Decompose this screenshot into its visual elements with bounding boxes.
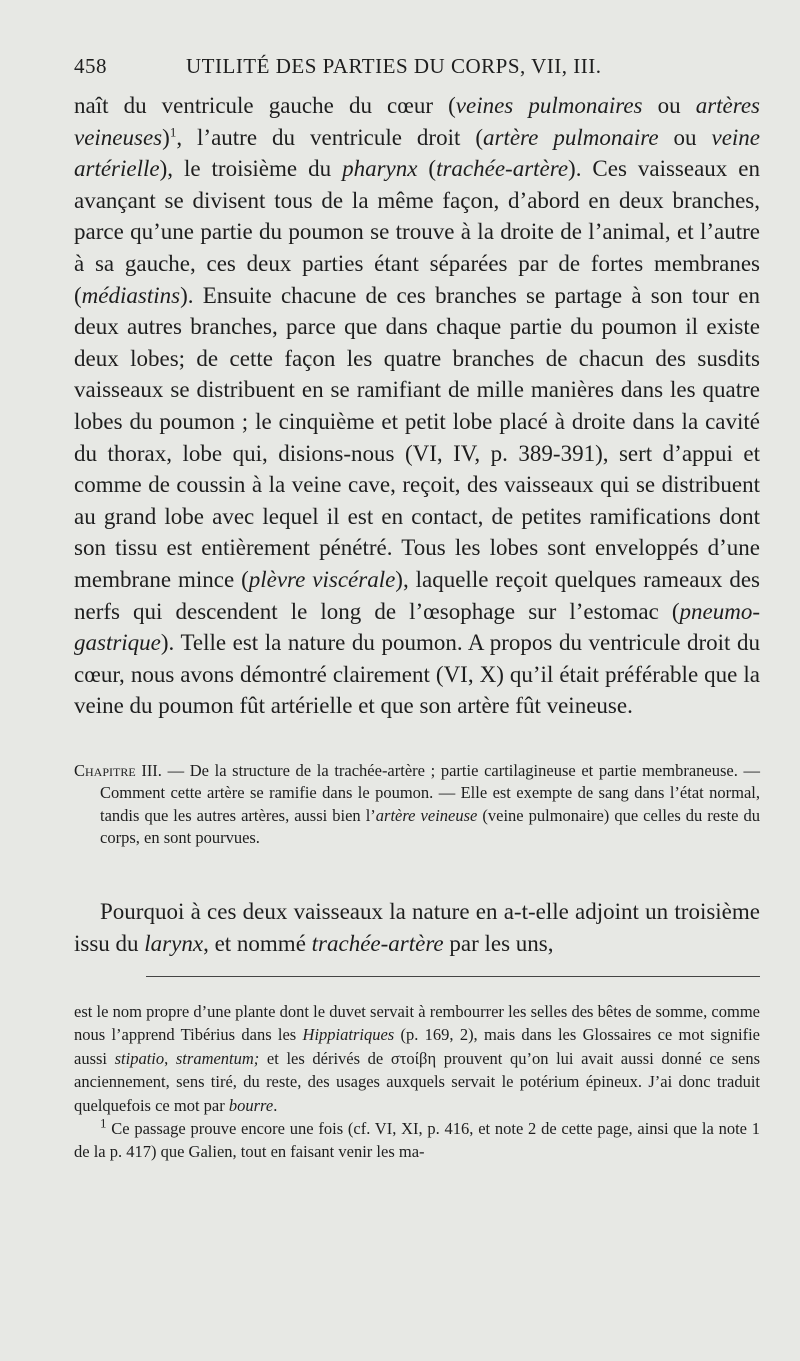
footnote-divider: [146, 976, 760, 977]
text-run: naît du ventricule gauche du cœur (: [74, 93, 456, 118]
main-text: [74, 90, 760, 722]
page-number: 458: [74, 54, 107, 78]
footnote-1: [74, 1117, 760, 1164]
text-run: ), laquelle reçoit quelques rameaux des nerfs qui descendent le long de l’œsophage sur l’estomac (: [74, 566, 761, 624]
text-run: ), le troisième du: [159, 156, 343, 182]
chapter-opening: [74, 896, 760, 959]
italic-term: trachée-artère: [311, 930, 444, 956]
text-run: , et nommé: [203, 930, 312, 956]
text-run: (: [417, 156, 437, 182]
italic-term: plèvre viscérale: [248, 566, 396, 592]
footnote-reference: 1: [169, 123, 177, 139]
italic-term: stramentum;: [175, 1048, 260, 1068]
text-run: .: [273, 1095, 278, 1115]
italic-term: médiastins: [81, 282, 181, 308]
italic-term: artère pulmonaire: [483, 124, 659, 150]
italic-term: bourre: [228, 1095, 274, 1115]
text-run: ou: [658, 124, 712, 150]
text-run: par les uns,: [443, 930, 554, 956]
footnote-continuation: [74, 1000, 760, 1117]
italic-term: artères veineuses: [74, 93, 760, 150]
italic-term: Hippiatriques: [302, 1025, 395, 1045]
text-run: ). Ensuite chacune de ces branches se partage à son tour en deux autres branches, parce que dans chaque partie du poumon il existe deux lobes; de cette façon les quatre branches de chacun des susdits vaisseaux se distribuent en se ramifiant de mille manières dans les quatre lobes du poumon ; le cinquième et petit lobe placé à droite dans la cavité du thorax, lobe qui, disions-nous (VI, IV, p. 389-391), sert d’appui et comme de coussin à la veine cave, reçoit, des vaisseaux qui se distribuent au grand lobe avec lequel il est en contact, de petites ramifications dont son tissu est entièrement pénétré. Tous les lobes sont enveloppés d’une membrane mince (: [74, 282, 760, 592]
text-run: (veine pulmonaire) que celles du reste du corps, en sont pourvues.: [100, 805, 760, 848]
text-run: ). Telle est la nature du poumon. A propos du ventricule droit du cœur, nous avons démontré clairement (VI, X) qu’il était préférable que la veine du poumon fût artérielle et que son artère fût veineuse.: [74, 630, 760, 719]
italic-term: pneumo-gastrique: [74, 598, 760, 656]
summary-paragraph: [74, 760, 760, 850]
main-paragraph: [74, 90, 760, 722]
running-title: UTILITÉ DES PARTIES DU CORPS, VII, III.: [186, 54, 602, 78]
italic-term: larynx: [144, 930, 204, 956]
italic-term: stipatio: [114, 1048, 165, 1068]
opening-paragraph: [74, 896, 760, 959]
text-run: Ce passage prouve encore une fois (cf. VI, XI, p. 416, et note 2 de cette page, ainsi que la note 1 de la p. 417) que Galien, tout en faisant venir les ma-: [74, 1119, 760, 1162]
italic-term: pharynx: [342, 156, 418, 182]
text-run: , l’autre du ventricule droit (: [176, 124, 483, 150]
text-run: est le nom propre d’une plante dont le duvet servait à rembourrer les selles des bêtes de somme, comme nous l’apprend Tibérius dans les: [74, 1002, 760, 1045]
running-header: [74, 54, 660, 84]
text-run: (p. 169, 2), mais dans les Glossaires ce mot signifie aussi: [74, 1025, 760, 1068]
italic-term: trachée-artère: [436, 156, 569, 182]
text-run: ou: [642, 93, 696, 118]
text-run: Pourquoi à ces deux vaisseaux la nature en a-t-elle adjoint un troisième issu du: [74, 899, 760, 956]
italic-term: veine artérielle: [74, 124, 760, 182]
footnotes: [74, 1000, 760, 1164]
italic-term: artère veineuse: [375, 805, 478, 825]
chapter-summary: [74, 760, 760, 850]
text-run: ,: [164, 1048, 176, 1068]
italic-term: veines pulmonaires: [455, 93, 643, 118]
footnote-marker: 1: [100, 1115, 107, 1131]
text-run: et les dérivés de στοίβη prouvent qu’on lui avait aussi donné ce sens anciennement, sens tiré, du reste, des usages auxquels servait le potérium épineux. J’ai donc traduit quelquefois ce mot par: [74, 1048, 761, 1115]
text-run: ). Ces vaisseaux en avançant se divisent tous de la même façon, d’abord en deux branches, parce qu’une partie du poumon se trouve à la droite de l’animal, et l’autre à sa gauche, ces deux parties étant séparées par de fortes membranes (: [74, 156, 760, 308]
chapter-label: Chapitre III.: [74, 761, 162, 780]
text-run: — De la structure de la trachée-artère ; partie cartilagineuse et partie membraneuse. — Comment cette artère se ramifie dans le poumon. — Elle est exempte de sang dans l’état normal, tandis que les autres artères, aussi bien l’: [100, 761, 760, 825]
text-run: ): [162, 124, 170, 150]
